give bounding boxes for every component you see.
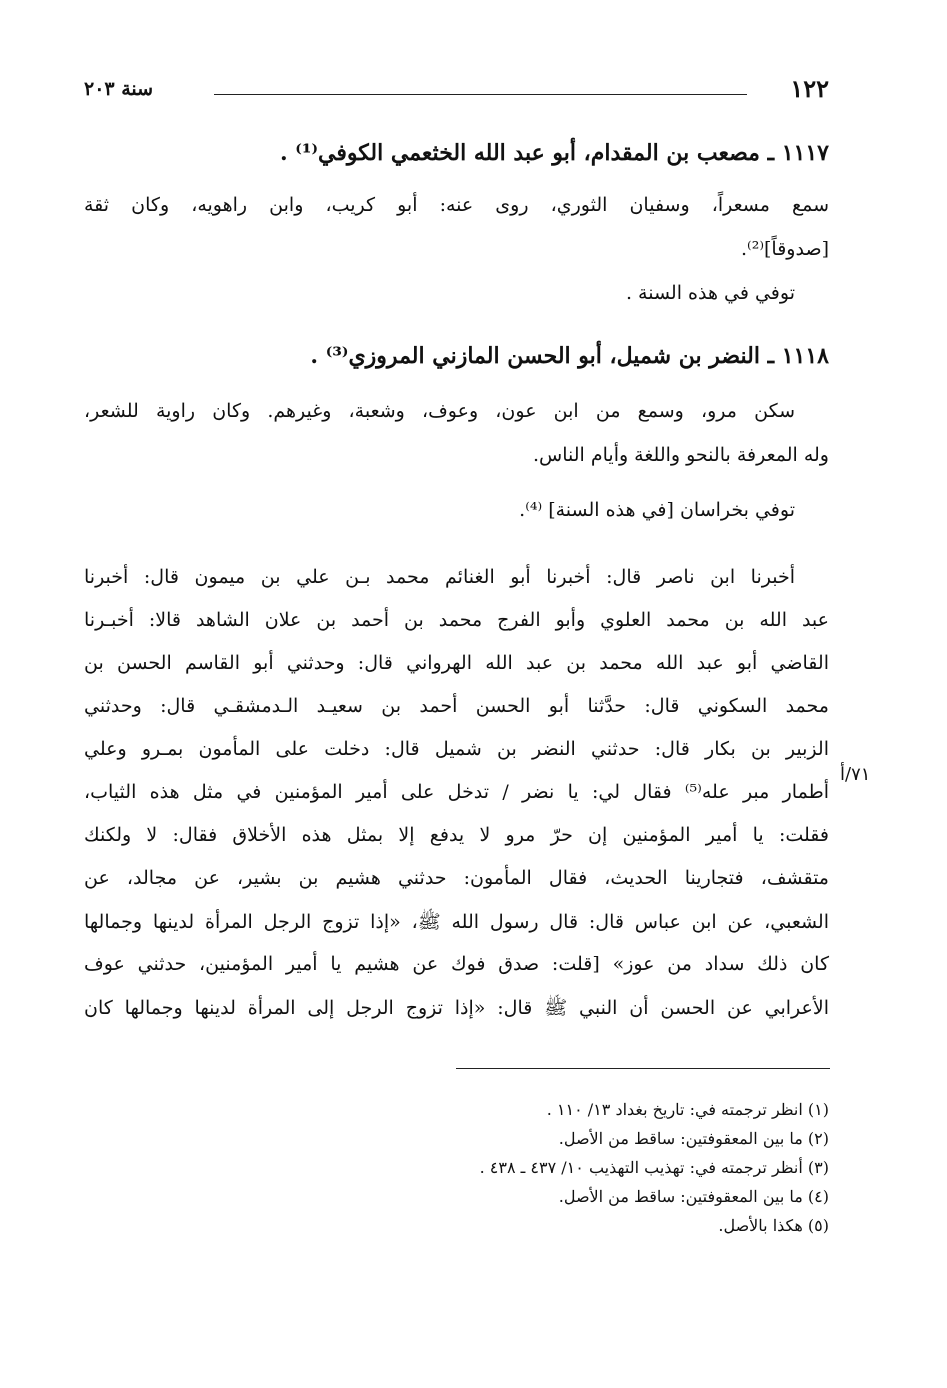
narration-line: أطمار مبر عله⁽⁵⁾ فقال لي: يا نضر / تدخل على أمير المؤمنين في مثل هذه الثياب،: [84, 781, 829, 803]
entry-text-line: وله المعرفة بالنحو واللغة وأيام الناس.: [532, 444, 829, 466]
entry-heading: ١١١٧ ـ مصعب بن المقدام، أبو عبد الله الخثعمي الكوفي⁽¹⁾ .: [279, 140, 829, 166]
narration-line: فقلت: يا أمير المؤمنين إن حرّ مرو لا يدفع إلا بمثل هذه الأخلاق فقال: لا ولكنك: [84, 824, 829, 846]
footnote: (٥) هكذا بالأصل.: [718, 1216, 829, 1235]
narration-line: الزبير بن بكار قال: حدثني النضر بن شميل قال: دخلت على المأمون بمـرو وعلي: [84, 738, 829, 760]
entry-text-line: سكن مرو، وسمع من ابن عون، وعوف، وشعبة، وغيرهم. وكان راوية للشعر،: [84, 400, 795, 422]
footnote: (٢) ما بين المعقوفتين: ساقط من الأصل.: [558, 1129, 829, 1148]
narration-line: الشعبي، عن ابن عباس قال: قال رسول الله ﷺ، «إذا تزوج الرجل المرأة لدينها وجمالها: [84, 911, 829, 933]
footnotes: [480, 1095, 829, 1240]
manuscript-folio-marker: ٧١/أ: [840, 764, 871, 785]
page-header: [84, 74, 829, 110]
footnote: (١) انظر ترجمته في: تاريخ بغداد ١٣/ ١١٠ .: [546, 1100, 829, 1119]
footnote: (٤) ما بين المعقوفتين: ساقط من الأصل.: [558, 1187, 829, 1206]
narration-line: محمد السكوني قال: حدَّثنا أبو الحسن أحمد بن سعيـد الـدمشقـي قال: وحدثني: [84, 695, 829, 717]
entry-text-line: [صدوقاً]⁽²⁾.: [741, 238, 829, 260]
entry-heading: ١١١٨ ـ النضر بن شميل، أبو الحسن المازني المروزي⁽³⁾ .: [310, 343, 829, 369]
entry-text-line: سمع مسعراً، وسفيان الثوري، روى عنه: أبو كريب، وابن راهويه، وكان ثقة: [84, 194, 829, 216]
page-number: ١٢٢: [790, 74, 829, 103]
narration-line: متقشف، فتجارينا الحديث، فقال المأمون: حدثني هشيم بن بشير، عن مجالد، عن: [84, 867, 829, 889]
entry-death-line: توفي بخراسان [في هذه السنة] ⁽⁴⁾.: [519, 499, 795, 521]
narration-line: أخبرنا ابن ناصر قال: أخبرنا أبو الغنائم محمد بـن علي بن ميمون قال: أخبرنا: [84, 566, 795, 588]
running-title-year: سنة ٢٠٣: [84, 78, 154, 100]
header-rule: [214, 94, 747, 95]
narration-line: عبد الله بن محمد العلوي وأبو الفرج محمد بن أحمد بن علان الشاهد قالا: أخبـرنا: [84, 609, 829, 631]
footnote: (٣) أنظر ترجمته في: تهذيب التهذيب ١٠/ ٤٣٧ ـ ٤٣٨ .: [479, 1158, 829, 1177]
narration-line: كان ذلك سداد من عوز» [قلت: صدق فوك عن هشيم يا أمير المؤمنين، حدثني عوف: [84, 953, 829, 975]
footnote-rule: [456, 1068, 830, 1069]
narration-line: الأعرابي عن الحسن أن النبي ﷺ قال: «إذا تزوج الرجل إلى المرأة لدينها وجمالها كان: [84, 997, 829, 1019]
entry-death-line: توفي في هذه السنة .: [625, 282, 795, 304]
narration-line: القاضي أبو عبد الله محمد بن عبد الله الهرواني قال: وحدثني أبو القاسم الحسن بن: [84, 652, 829, 674]
